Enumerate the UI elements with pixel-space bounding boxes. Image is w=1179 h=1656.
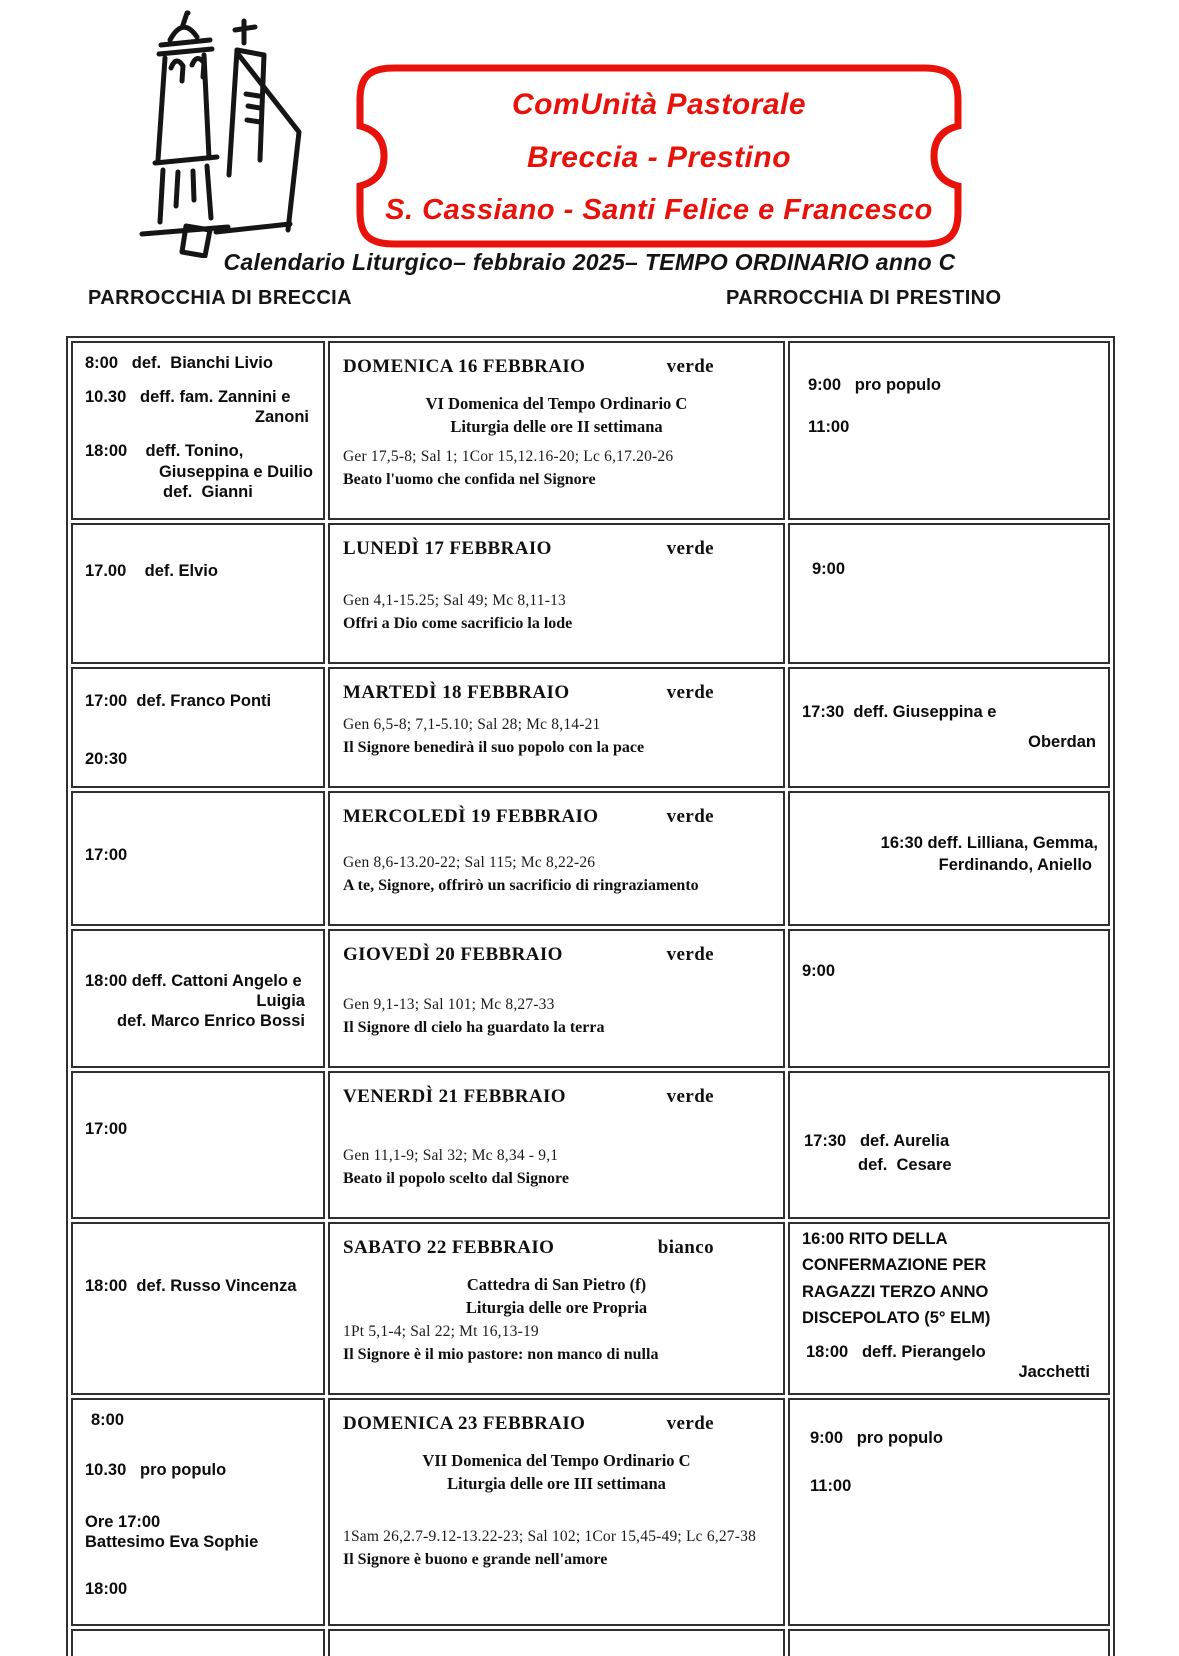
mass-intention: Zanoni [254,408,309,427]
day-cell [328,667,785,788]
prestino-cell [788,341,1110,520]
scripture-refs: 1Sam 26,2.7-9.12-13.22-23; Sal 102; 1Cor 15,45-49; Lc 6,27-38 [343,1527,757,1545]
scripture-refs: Gen 4,1-15.25; Sal 49; Mc 8,11-13 [343,591,567,609]
feast-line: Liturgia delle ore III settimana [447,1474,666,1494]
parish-header-prestino: PARROCCHIA DI PRESTINO [726,287,1002,309]
day-title: LUNEDÌ 17 FEBBRAIO [343,538,552,559]
scripture-refs: Gen 11,1-9; Sal 32; Mc 8,34 - 9,1 [343,1146,559,1164]
liturgical-color: verde [666,806,714,827]
psalm-response: Offri a Dio come sacrificio la lode [343,614,573,632]
church-sketch-icon [98,10,318,258]
psalm-response: Il Signore dl cielo ha guardato la terra [343,1018,605,1036]
day-cell [328,1629,785,1656]
psalm-response: Il Signore è buono e grande nell'amore [343,1550,608,1568]
mass-intention: 18:00 deff. Tonino, [85,442,244,461]
breccia-cell [71,791,325,926]
mass-intention: 17:00 [85,846,128,864]
scripture-refs: 1Pt 5,1-4; Sal 22; Mt 16,13-19 [343,1322,539,1340]
liturgical-color: verde [666,1413,714,1434]
event-announcement: CONFERMAZIONE PER [802,1256,987,1275]
liturgical-color: bianco [657,1237,714,1258]
mass-intention: Ferdinando, Aniello [938,856,1092,875]
psalm-response: Il Signore è il mio pastore: non manco di nulla [343,1345,659,1363]
mass-intention: def. Gianni [163,482,253,501]
prestino-cell [788,929,1110,1068]
mass-intention: 20:30 [85,750,128,769]
day-title: MERCOLEDÌ 19 FEBBRAIO [343,806,599,827]
event-announcement: DISCEPOLATO (5° ELM) [802,1309,991,1328]
mass-intention: Giuseppina e Duilio [158,462,313,481]
mass-intention: 17.00 def. Elvio [85,562,218,580]
breccia-cell [71,523,325,664]
calendar-row-mercoledi-19 [71,791,1110,926]
mass-intention: 18:00 deff. Cattoni Angelo e [85,972,302,990]
mass-intention: 9:00 [802,962,836,980]
mass-intention: 8:00 [91,1411,125,1429]
calendar-row-sabato-22 [71,1222,1110,1395]
day-cell [328,791,785,926]
prestino-cell [788,1398,1110,1626]
prestino-cell [788,667,1110,788]
community-title-line-2: Breccia - Prestino [526,140,792,174]
feast-line: VII Domenica del Tempo Ordinario C [422,1451,691,1470]
calendar-row-giovedi-20 [71,929,1110,1068]
event-announcement: RAGAZZI TERZO ANNO [802,1282,989,1301]
mass-intention: 16:30 deff. Lilliana, Gemma, [880,834,1098,852]
prestino-cell [788,1071,1110,1219]
psalm-response: A te, Signore, offrirò un sacrificio di ringraziamento [343,876,699,894]
psalm-response: Il Signore benedirà il suo popolo con la pace [343,738,645,756]
scripture-refs: Gen 8,6-13.20-22; Sal 115; Mc 8,22-26 [343,853,596,871]
mass-intention: def. Marco Enrico Bossi [117,1012,305,1031]
day-title: GIOVEDÌ 20 FEBBRAIO [343,944,563,965]
prestino-cell [788,1629,1110,1656]
psalm-response: Beato il popolo scelto dal Signore [343,1169,569,1187]
mass-intention: 17:00 def. Franco Ponti [85,692,272,710]
day-title: DOMENICA 23 FEBBRAIO [343,1413,586,1434]
community-title-line-3: S. Cassiano - Santi Felice e Francesco [385,193,933,226]
calendar-row-domenica-23 [71,1398,1110,1626]
parish-header-breccia: PARROCCHIA DI BRECCIA [88,287,352,309]
event-announcement: 16:00 RITO DELLA [802,1230,948,1248]
breccia-cell [71,1071,325,1219]
liturgical-calendar-table [66,336,1115,1656]
day-title: VENERDÌ 21 FEBBRAIO [343,1086,566,1107]
calendar-row-martedi-18 [71,667,1110,788]
feast-line: Liturgia delle ore II settimana [450,417,663,437]
day-cell [328,1222,785,1395]
prestino-cell [788,523,1110,664]
day-cell [328,341,785,520]
calendar-row-venerdi-21 [71,1071,1110,1219]
mass-intention: 18:00 [85,1579,128,1598]
mass-intention: Ore 17:00 [85,1513,161,1532]
mass-intention: 10.30 deff. fam. Zannini e [85,388,291,407]
calendar-subtitle: Calendario Liturgico– febbraio 2025– TEMPO ORDINARIO anno C [223,249,956,275]
liturgical-color: verde [666,538,714,559]
calendar-row-domenica-16 [71,341,1110,520]
day-title: MARTEDÌ 18 FEBBRAIO [343,682,570,703]
breccia-cell [71,1398,325,1626]
mass-intention: 11:00 [810,1477,852,1496]
breccia-cell [71,1629,325,1656]
mass-intention: 9:00 pro populo [810,1429,943,1447]
mass-intention: 17:00 [85,1120,128,1138]
breccia-cell [71,667,325,788]
feast-line: VI Domenica del Tempo Ordinario C [425,394,688,413]
mass-intention: 17:30 deff. Giuseppina e [802,703,997,721]
feast-line: Liturgia delle ore Propria [465,1298,648,1318]
liturgical-color: verde [666,1086,714,1107]
day-cell [328,1071,785,1219]
mass-intention: Oberdan [1028,733,1096,752]
day-cell [328,1398,785,1626]
scripture-refs: Gen 9,1-13; Sal 101; Mc 8,27-33 [343,995,555,1013]
day-cell [328,523,785,664]
prestino-cell [788,1222,1110,1395]
day-title: SABATO 22 FEBBRAIO [343,1237,555,1258]
mass-intention: def. Cesare [858,1156,952,1175]
mass-intention: 9:00 pro populo [808,376,941,394]
scripture-refs: Gen 6,5-8; 7,1-5.10; Sal 28; Mc 8,14-21 [343,715,601,733]
liturgical-color: verde [666,682,714,703]
mass-intention: Luigia [256,992,305,1011]
feast-line: Cattedra di San Pietro (f) [466,1275,647,1294]
mass-intention: 8:00 def. Bianchi Livio [85,354,273,372]
scripture-refs: Ger 17,5-8; Sal 1; 1Cor 15,12.16-20; Lc 6,17.20-26 [343,447,674,465]
calendar-row-lunedi-17 [71,523,1110,664]
community-title-line-1: ComUnità Pastorale [511,87,807,121]
community-title-plaque [348,62,970,250]
day-cell [328,929,785,1068]
mass-intention: 17:30 def. Aurelia [804,1132,950,1150]
mass-intention: 10.30 pro populo [85,1461,227,1480]
mass-intention: 18:00 deff. Pierangelo [806,1342,986,1361]
day-title: DOMENICA 16 FEBBRAIO [343,356,586,377]
psalm-response: Beato l'uomo che confida nel Signore [343,470,596,488]
calendar-row-partial [71,1629,1110,1656]
mass-intention: 11:00 [808,418,850,437]
breccia-cell [71,1222,325,1395]
prestino-cell [788,791,1110,926]
mass-intention: Jacchetti [1018,1362,1090,1381]
liturgical-color: verde [666,356,714,377]
mass-intention: Battesimo Eva Sophie [85,1533,259,1552]
breccia-cell [71,929,325,1068]
mass-intention: 9:00 [812,560,846,578]
liturgical-color: verde [666,944,714,965]
mass-intention: 18:00 def. Russo Vincenza [85,1277,297,1295]
breccia-cell [71,341,325,520]
